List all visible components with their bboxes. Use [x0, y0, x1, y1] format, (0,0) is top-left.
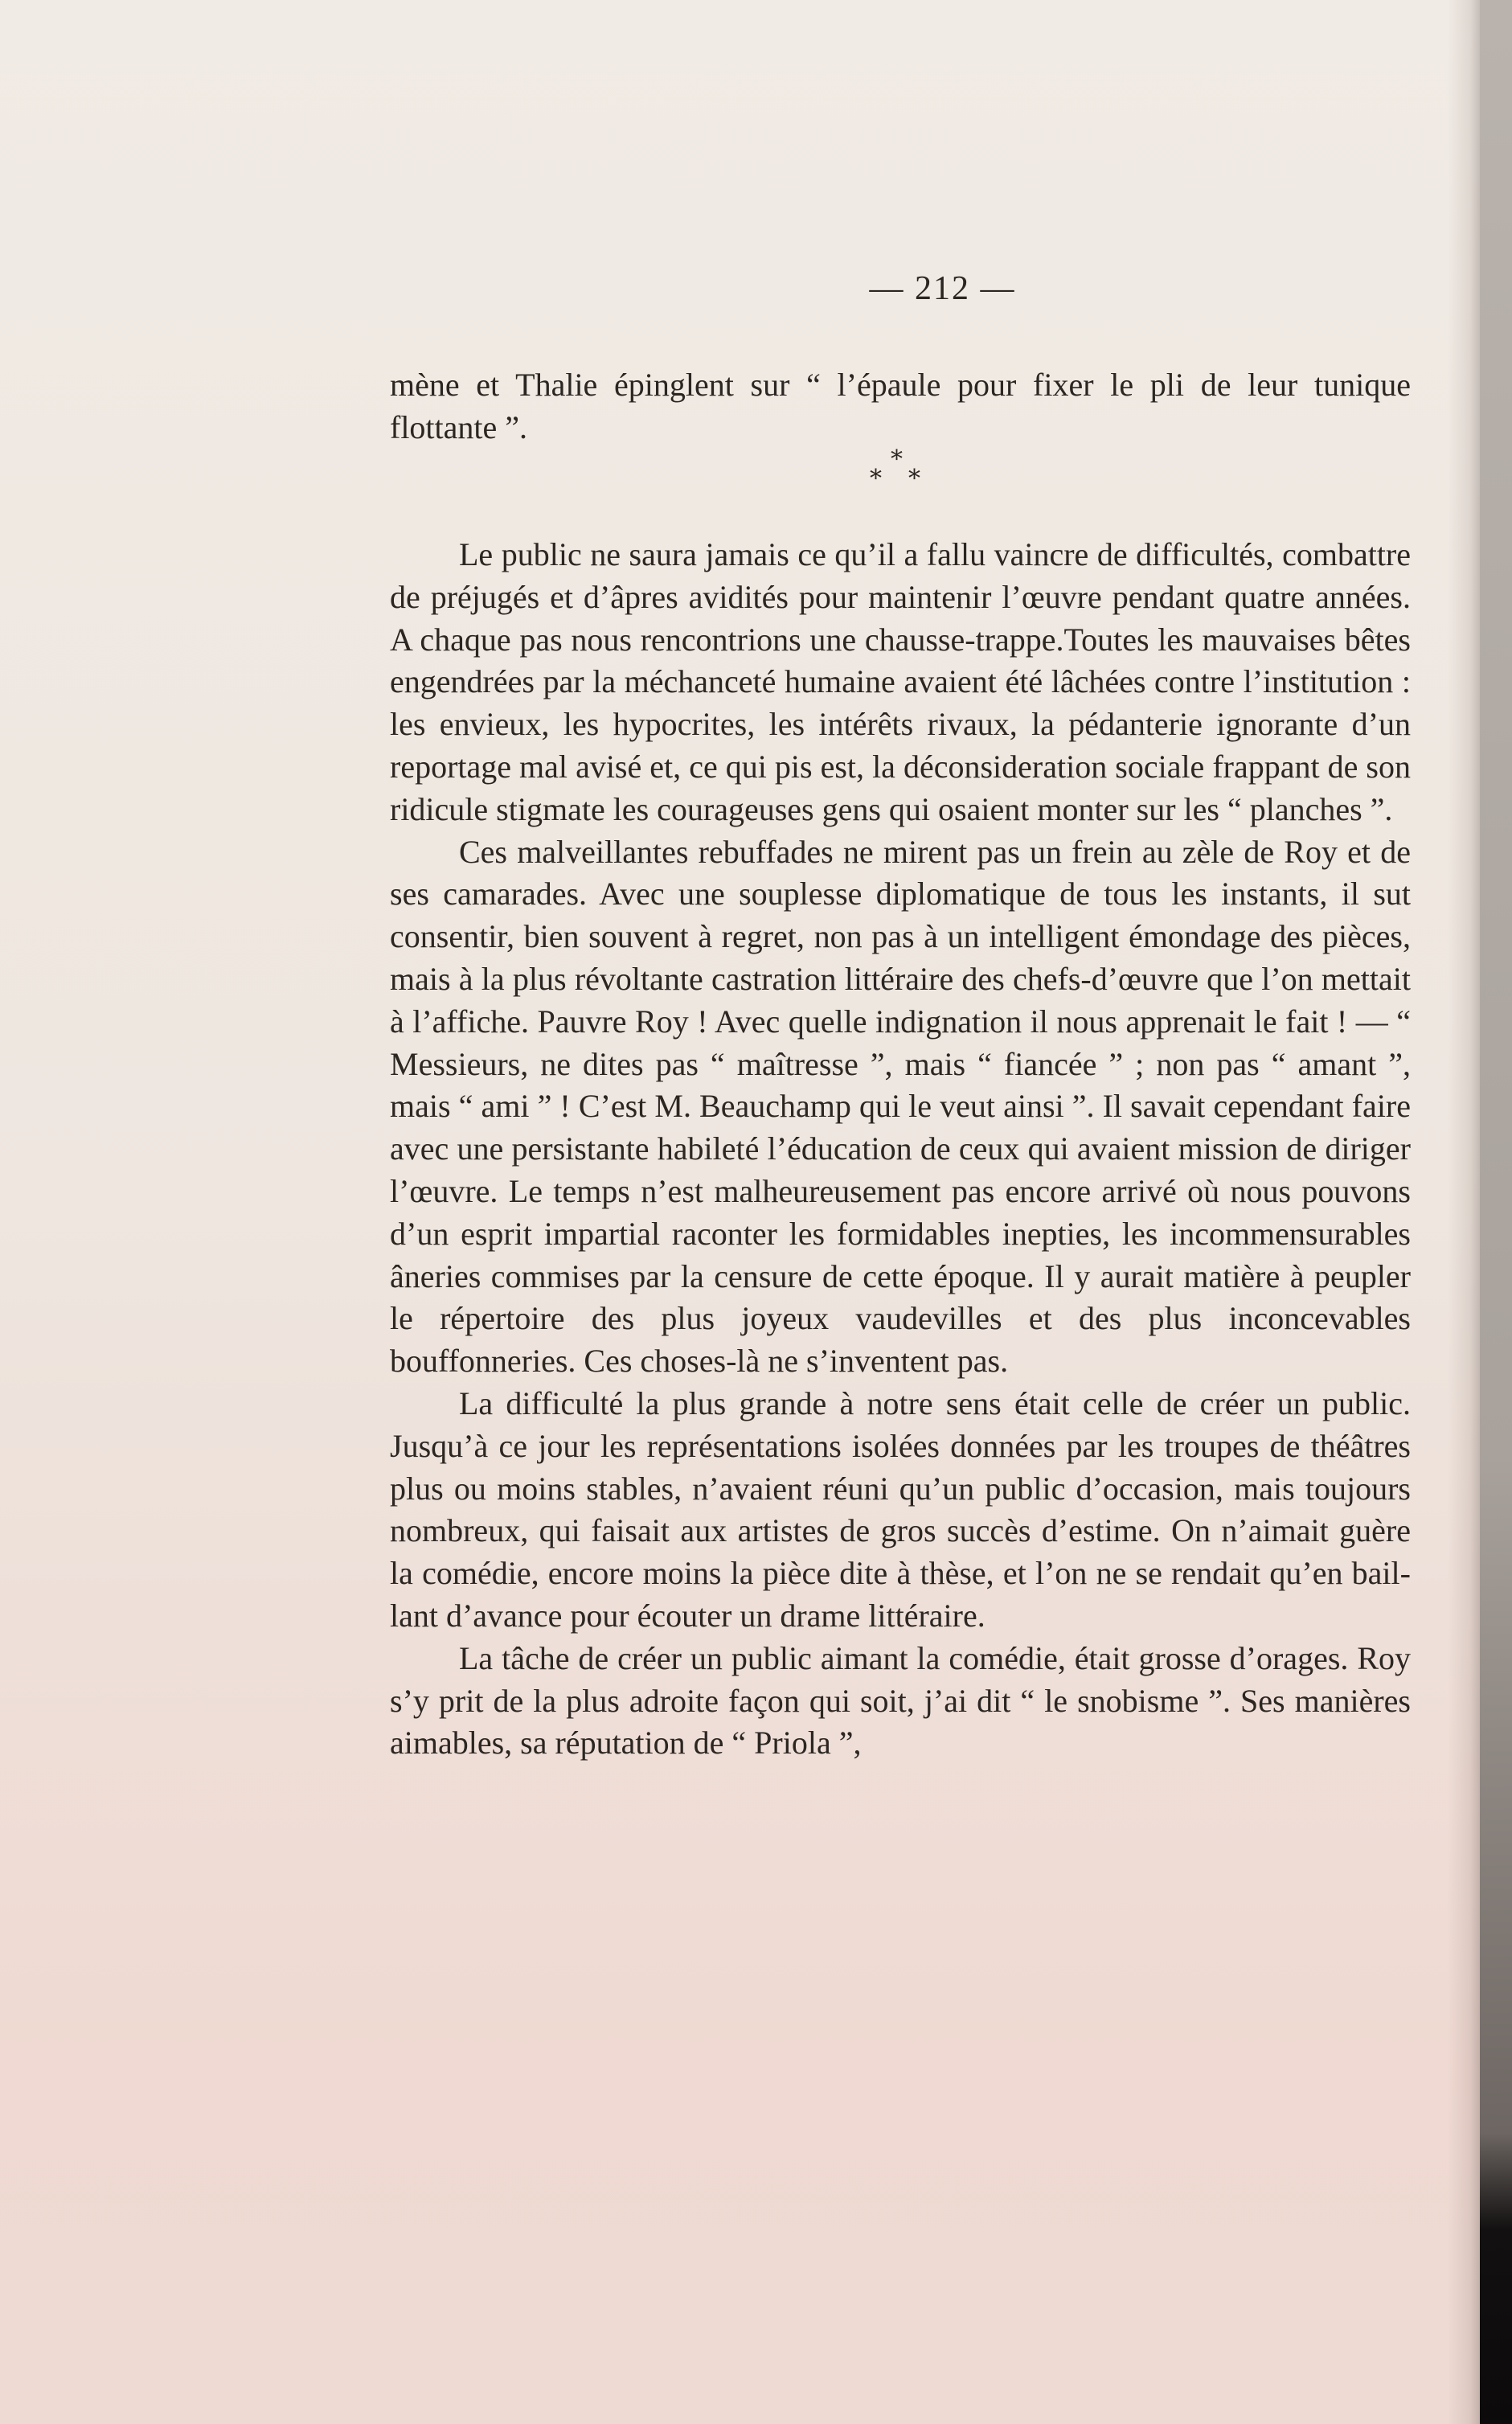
- page-number: — 212 —: [869, 270, 1016, 307]
- binding-shadow: [1448, 0, 1480, 2424]
- asterism-star: *: [870, 465, 882, 493]
- paragraph-tache: La tâche de créer un public aimant la comédie, était grosse d’orages. Roy s’y prit de la plus adroite façon qui soit, j’ai dit “ le snobisme ”. Ses manières aimables, sa réputation de “ Priola ”,: [390, 1639, 1411, 1762]
- asterism-separator: [850, 445, 987, 493]
- intro-text-block: [390, 364, 1411, 449]
- asterism-star: *: [908, 465, 920, 493]
- intro-paragraph: mène et Thalie épinglent sur “ l’épaule pour fixer le pli de leur tunique flottante ”.: [390, 367, 1411, 445]
- paragraph-rebuffades: Ces malveillantes rebuffades ne mirent pas un frein au zèle de Roy et de ses camarades. Avec une souplesse diplomatique de tous les instants, il sut consentir, bien souvent à regret, non pas à un intelligent émondage des pièces, mais à la plus révoltante castration littéraire des chefs-d’œuvre que l’on mettait à l’affiche. Pauvre Roy ! Avec quelle indignation il nous apprenait le fait ! — “ Messieurs, ne dites pas “ maîtresse ”, mais “ fiancée ” ; non pas “ amant ”, mais “ ami ” ! C’est M. Beauchamp qui le veut ainsi ”. Il savait cependant faire avec une persistante habileté l’éducation de ceux qui avaient mission de diriger l’œuvre. Le temps n’est malheureusement pas encore arrivé où nous pouvons d’un esprit impartial raconter les formidables inepties, les incommensurables âneries commises par la censure de cette époque. Il y aurait matière à peupler le répertoire des plus joyeux vaudevilles et des plus inconcevables bouffonneries. Ces choses-là ne s’inventent pas.: [390, 833, 1411, 1380]
- paragraph-difficulte: La difficulté la plus grande à notre sens était celle de créer un public. Jusqu’à ce jour les représentations isolées données par les troupes de théâtres plus ou moins stables, n’avaient réuni qu’un public d’occasion, mais toujours nombreux, qui faisait aux artistes de gros succès d’estime. On n’aimait guère la comédie, encore moins la pièce dite à thèse, et l’on ne se rendait qu’en baillant d’avance pour écouter un drame littéraire.: [390, 1384, 1411, 1634]
- asterism-star: *: [891, 445, 903, 474]
- paragraph-public: Le public ne saura jamais ce qu’il a fallu vaincre de difficultés, combattre de préjugés et d’âpres avidités pour maintenir l’œuvre pendant quatre années. A chaque pas nous rencontrions une chausse-trappe.Toutes les mauvaises bêtes engendrées par la méchanceté humaine avaient été lâchées contre l’institution : les envieux, les hypocrites, les intérêts rivaux, la pédanterie ignorante d’un reportage mal avisé et, ce qui pis est, la déconsideration sociale frappant de son ridicule stigmate les courageuses gens qui osaient monter sur les “ planches ”.: [390, 536, 1411, 827]
- body-text-block: [390, 534, 1411, 1765]
- binding-edge: [1480, 0, 1512, 2424]
